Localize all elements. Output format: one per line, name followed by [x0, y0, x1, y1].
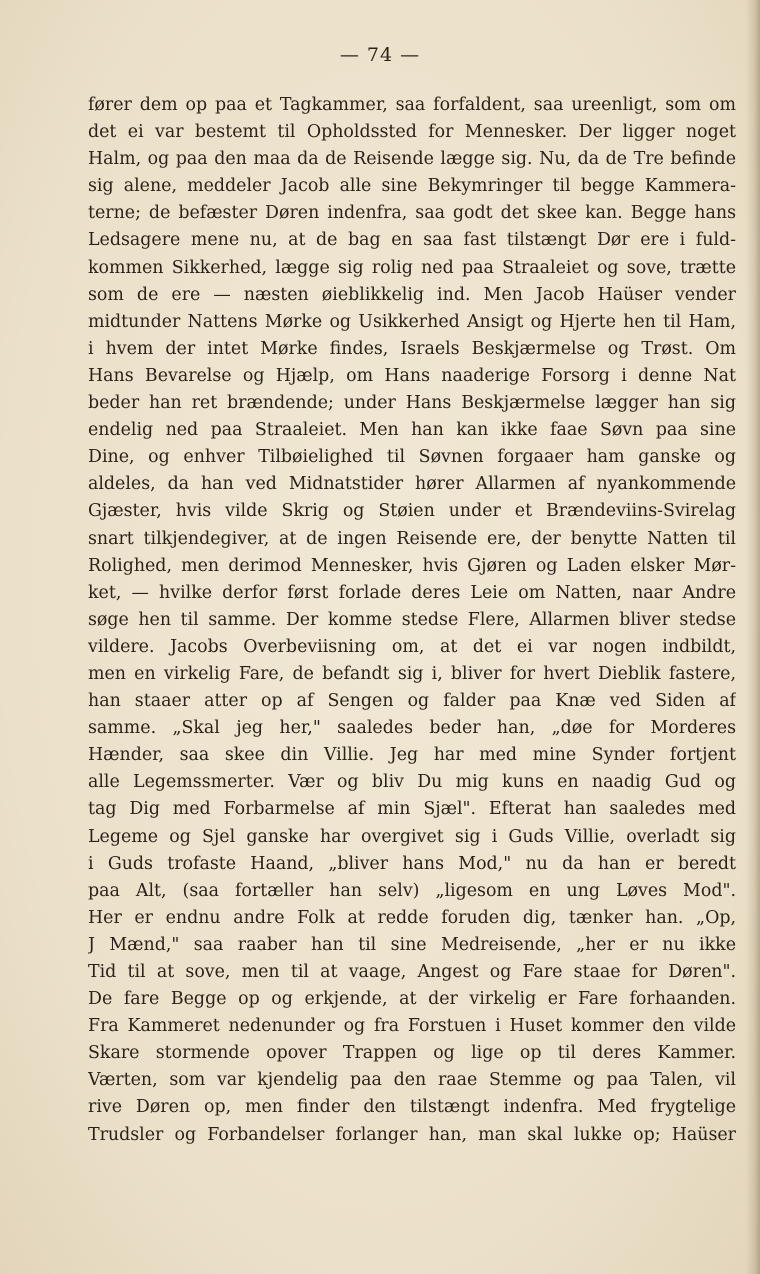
text-line: Dine, og enhver Tilbøielighed til Søvnen forgaaer ham ganske og: [88, 447, 736, 468]
text-line: snart tilkjendegiver, at de ingen Reisende ere, der benytte Natten til: [88, 528, 736, 549]
text-line: Halm, og paa den maa da de Reisende lægge sig. Nu, da de Tre befinde: [88, 149, 736, 170]
text-line: Fra Kammeret nedenunder og fra Forstuen i Huset kommer den vilde: [88, 1016, 736, 1037]
text-line: aldeles, da han ved Midnatstider hører Allarmen af nyankommende: [88, 474, 736, 495]
text-line: det ei var bestemt til Opholdssted for Mennesker. Der ligger noget: [88, 122, 736, 143]
text-line: paa Alt, (saa fortæller han selv) „ligesom en ung Løves Mod".: [88, 880, 736, 901]
page-edge-shadow: [746, 0, 760, 1274]
text-line: Gjæster, hvis vilde Skrig og Støien under et Brændeviins-Svirelag: [88, 501, 736, 522]
text-line: som de ere — næsten øieblikkelig ind. Men Jacob Haüser vender: [88, 284, 736, 305]
text-line: men en virkelig Fare, de befandt sig i, bliver for hvert Dieblik fastere,: [88, 663, 736, 684]
text-line: Hænder, saa skee din Villie. Jeg har med mine Synder fortjent: [88, 745, 736, 766]
text-line: tag Dig med Forbarmelse af min Sjæl". Efterat han saaledes med: [88, 799, 736, 820]
text-line: Her er endnu andre Folk at redde foruden dig, tænker han. „Op,: [88, 907, 736, 928]
text-line: han staaer atter op af Sengen og falder paa Knæ ved Siden af: [88, 691, 736, 712]
text-line: midtunder Nattens Mørke og Usikkerhed Ansigt og Hjerte hen til Ham,: [88, 311, 736, 332]
text-line: fører dem op paa et Tagkammer, saa forfaldent, saa ureenligt, som om: [88, 95, 736, 115]
body-text: [88, 92, 736, 1149]
text-line: kommen Sikkerhed, lægge sig rolig ned paa Straaleiet og sove, trætte: [88, 257, 736, 278]
text-line: Rolighed, men derimod Mennesker, hvis Gjøren og Laden elsker Mør-: [88, 555, 736, 576]
text-line: alle Legemssmerter. Vær og bliv Du mig kuns en naadig Gud og: [88, 772, 736, 793]
page-number: — 74 —: [339, 44, 421, 66]
text-line: Trudsler og Forbandelser forlanger han, man skal lukke op; Haüser: [88, 1124, 736, 1145]
text-line: beder han ret brændende; under Hans Beskjærmelse lægger han sig: [88, 393, 736, 414]
text-line: sig alene, meddeler Jacob alle sine Bekymringer til begge Kammera-: [88, 176, 736, 197]
text-line: Hans Bevarelse og Hjælp, om Hans naaderige Forsorg i denne Nat: [88, 365, 736, 386]
text-line: rive Døren op, men finder den tilstængt indenfra. Med frygtelige: [88, 1097, 736, 1118]
text-line: ket, — hvilke derfor først forlade deres Leie om Natten, naar Andre: [88, 582, 736, 603]
text-line: Skare stormende opover Trappen og lige op til deres Kammer.: [88, 1043, 736, 1064]
text-line: i hvem der intet Mørke findes, Israels Beskjærmelse og Trøst. Om: [88, 338, 736, 359]
text-line: vildere. Jacobs Overbeviisning om, at det ei var nogen indbildt,: [88, 636, 736, 657]
text-line: endelig ned paa Straaleiet. Men han kan ikke faae Søvn paa sine: [88, 420, 736, 441]
text-line: J Mænd," saa raaber han til sine Medreisende, „her er nu ikke: [88, 934, 736, 955]
text-line: Tid til at sove, men til at vaage, Angest og Fare staae for Døren".: [88, 962, 736, 982]
text-line: terne; de befæster Døren indenfra, saa godt det skee kan. Begge hans: [88, 203, 736, 224]
text-line: Ledsagere mene nu, at de bag en saa fast tilstængt Dør ere i fuld-: [88, 230, 736, 251]
text-line: samme. „Skal jeg her," saaledes beder han, „døe for Morderes: [88, 718, 736, 739]
text-line: De fare Begge op og erkjende, at der virkelig er Fare forhaanden.: [88, 989, 736, 1010]
text-line: søge hen til samme. Der komme stedse Flere, Allarmen bliver stedse: [88, 609, 736, 630]
text-line: i Guds trofaste Haand, „bliver hans Mod," nu da han er beredt: [88, 853, 736, 874]
text-line: Legeme og Sjel ganske har overgivet sig i Guds Villie, overladt sig: [88, 826, 736, 847]
text-line: Værten, som var kjendelig paa den raae Stemme og paa Talen, vil: [88, 1070, 736, 1091]
